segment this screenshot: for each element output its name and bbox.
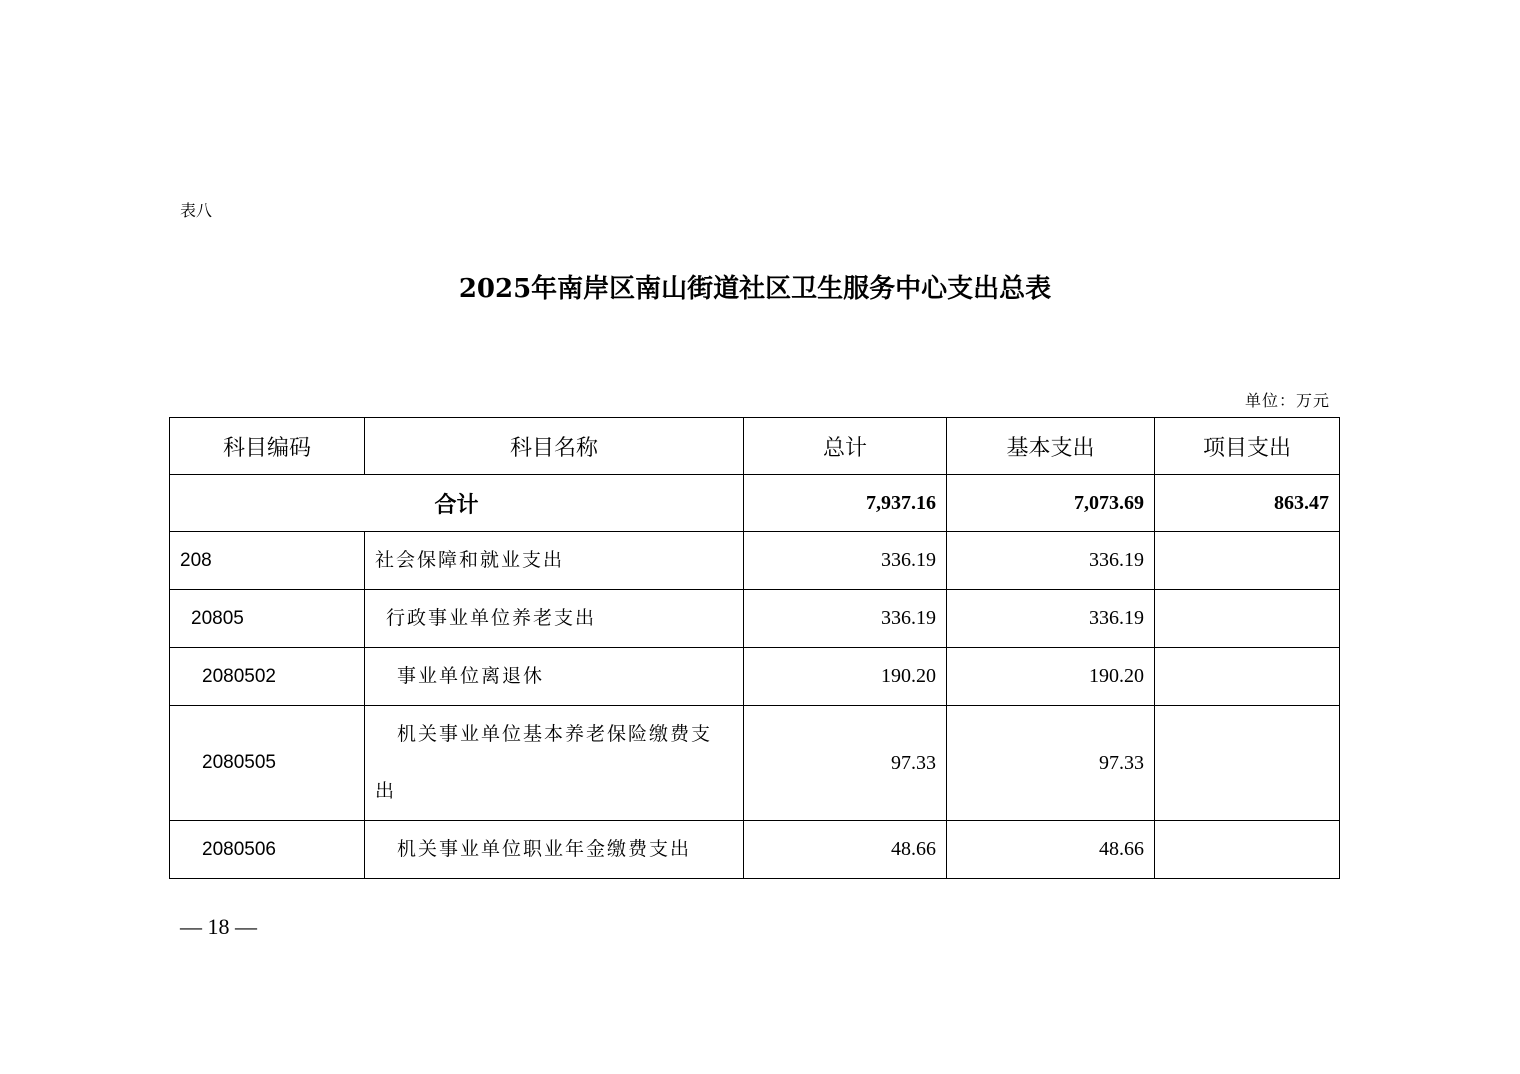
- unit-note: 单位：万元: [1244, 391, 1330, 410]
- header-basic: 基本支出: [947, 418, 1155, 475]
- row-basic: 336.19: [947, 532, 1155, 590]
- row-code: 2080502: [170, 648, 365, 706]
- row-total: 48.66: [744, 821, 947, 879]
- row-total: 190.20: [744, 648, 947, 706]
- table-row: [170, 821, 1340, 879]
- row-project: [1155, 821, 1340, 879]
- row-name: 社会保障和就业支出: [365, 532, 744, 590]
- row-project: [1155, 590, 1340, 648]
- row-code: 2080505: [170, 706, 365, 821]
- row-total: 97.33: [744, 706, 947, 821]
- total-row: [170, 475, 1340, 532]
- total-basic: 7,073.69: [947, 475, 1155, 532]
- header-code: 科目编码: [170, 418, 365, 475]
- table-row: [170, 648, 1340, 706]
- total-label: 合计: [170, 475, 744, 532]
- row-name: 事业单位离退休: [365, 648, 744, 706]
- header-total: 总计: [744, 418, 947, 475]
- row-code: 20805: [170, 590, 365, 648]
- header-name: 科目名称: [365, 418, 744, 475]
- row-basic: 97.33: [947, 706, 1155, 821]
- row-project: [1155, 648, 1340, 706]
- header-row: [170, 418, 1340, 475]
- row-basic: 190.20: [947, 648, 1155, 706]
- page-title: 2025年南岸区南山街道社区卫生服务中心支出总表: [458, 274, 1052, 304]
- row-code: 208: [170, 532, 365, 590]
- table-row: [170, 590, 1340, 648]
- page-number: — 18 —: [180, 914, 257, 939]
- total-total: 7,937.16: [744, 475, 947, 532]
- row-project: [1155, 706, 1340, 821]
- header-project: 项目支出: [1155, 418, 1340, 475]
- row-basic: 336.19: [947, 590, 1155, 648]
- table-label: 表八: [180, 201, 213, 220]
- table-row: [170, 706, 1340, 821]
- row-total: 336.19: [744, 532, 947, 590]
- row-total: 336.19: [744, 590, 947, 648]
- total-project: 863.47: [1155, 475, 1340, 532]
- row-code: 2080506: [170, 821, 365, 879]
- row-name: 机关事业单位职业年金缴费支出: [365, 821, 744, 879]
- expense-table: [169, 417, 1340, 879]
- row-name: 行政事业单位养老支出: [365, 590, 744, 648]
- table-row: [170, 532, 1340, 590]
- row-project: [1155, 532, 1340, 590]
- row-basic: 48.66: [947, 821, 1155, 879]
- row-name: 机关事业单位基本养老保险缴费支出: [365, 706, 744, 821]
